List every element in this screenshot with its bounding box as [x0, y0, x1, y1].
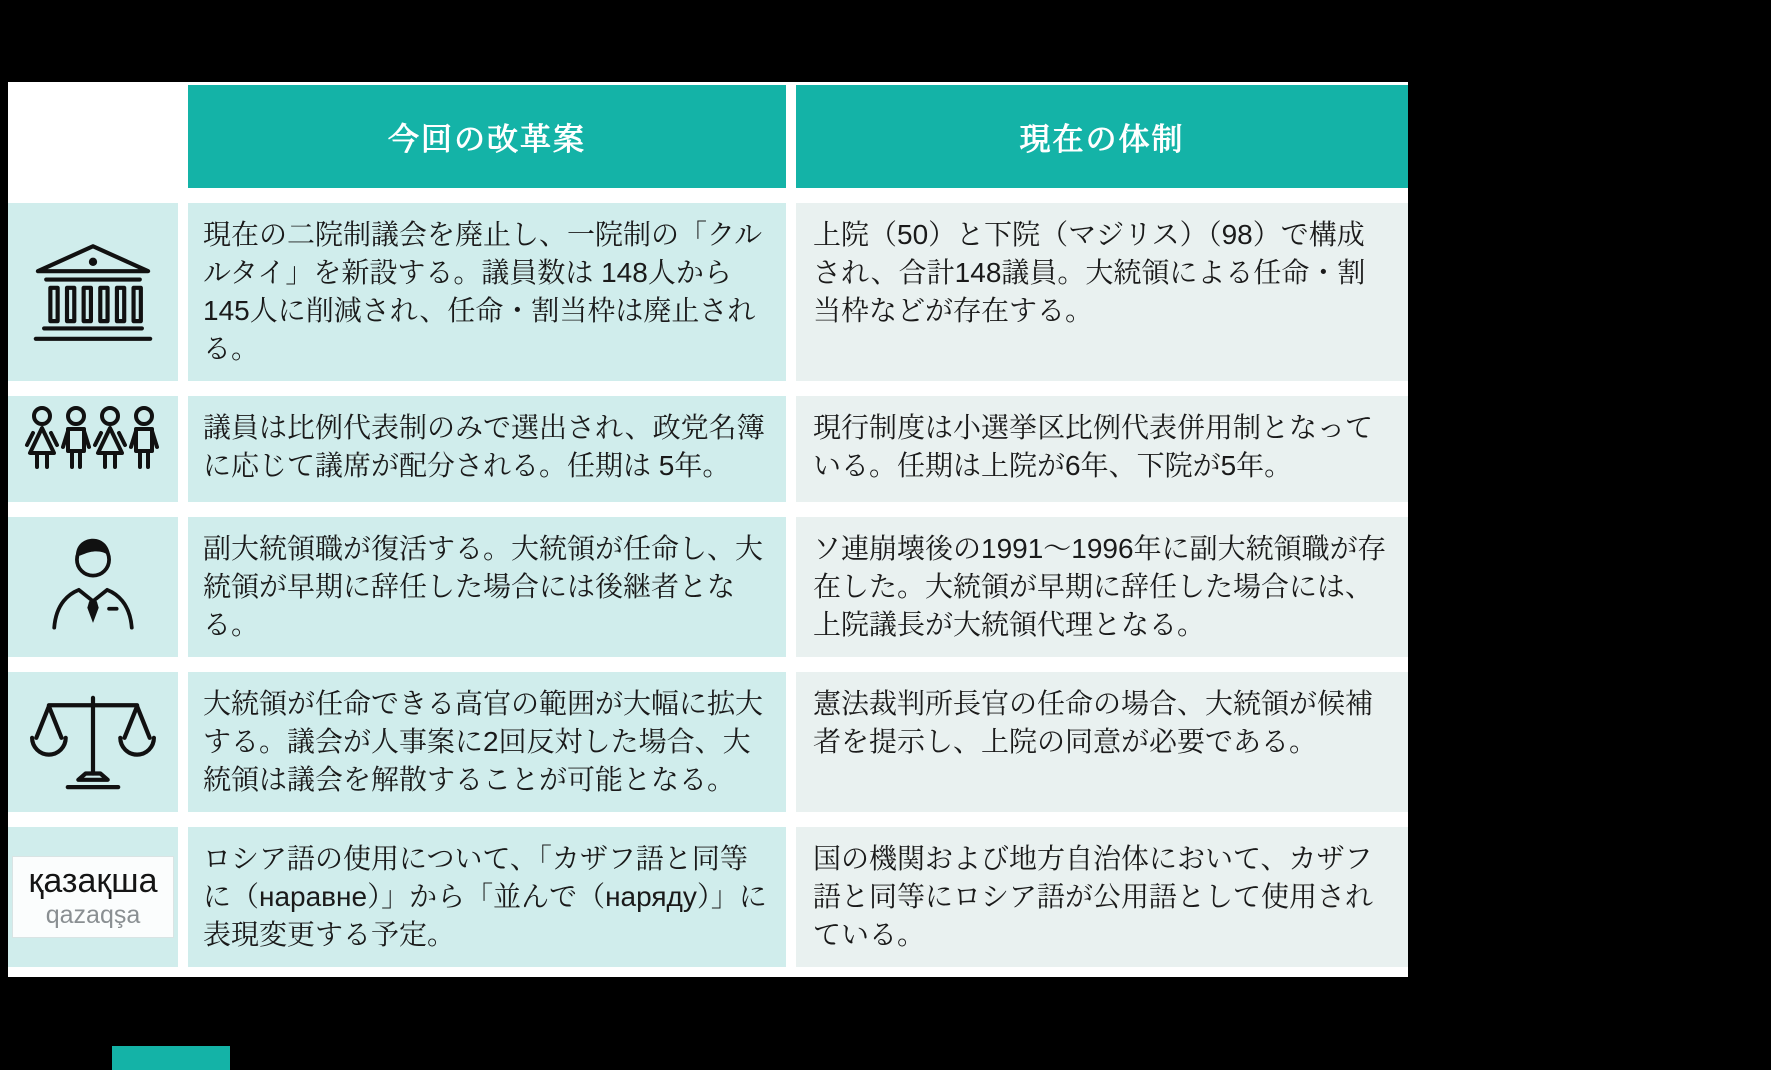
table-row-language: [8, 827, 1408, 967]
reform-text-vice-president: 副大統領職が復活する。大統領が任命し、大統領が早期に辞任した場合には後継者となる。: [188, 517, 786, 657]
table-row-vice-president: [8, 517, 1408, 657]
kazakh-language-box: [12, 856, 175, 938]
reform-text-parliament: 現在の二院制議会を廃止し、一院制の「クルルタイ」を新設する。議員数は 148人から145人に削減され、任命・割当枠は廃止される。: [188, 203, 786, 381]
kazakh-latin-label: qazaqşa: [45, 901, 141, 929]
column-header-current: 現在の体制: [796, 85, 1408, 188]
current-text-language: 国の機関および地方自治体において、カザフ語と同等にロシア語が公用語として使用されている。: [796, 827, 1408, 967]
column-header-reform: 今回の改革案: [188, 85, 786, 188]
kazakh-language-sample: [8, 827, 178, 967]
reform-text-election: 議員は比例代表制のみで選出され、政党名簿に応じて議席が配分される。任期は 5年。: [188, 396, 786, 502]
comparison-table: [8, 82, 1408, 977]
bottom-accent-bar: [112, 1046, 230, 1070]
table-row-election: [8, 396, 1408, 502]
current-text-parliament: 上院（50）と下院（マジリス）（98）で構成され、合計148議員。大統領による任命・割当枠などが存在する。: [796, 203, 1408, 381]
header-spacer: [8, 85, 178, 188]
table-row-parliament: [8, 203, 1408, 381]
justice-scales-icon: [8, 672, 178, 812]
table-row-appointments: [8, 672, 1408, 812]
electorate-people-icon: [8, 396, 178, 502]
parliament-building-icon: [8, 203, 178, 381]
table-header-row: [8, 85, 1408, 188]
reform-text-appointments: 大統領が任命できる高官の範囲が大幅に拡大する。議会が人事案に2回反対した場合、大統領は議会を解散することが可能となる。: [188, 672, 786, 812]
current-text-election: 現行制度は小選挙区比例代表併用制となっている。任期は上院が6年、下院が5年。: [796, 396, 1408, 502]
current-text-appointments: 憲法裁判所長官の任命の場合、大統領が候補者を提示し、上院の同意が必要である。: [796, 672, 1408, 812]
current-text-vice-president: ソ連崩壊後の1991～1996年に副大統領職が存在した。大統領が早期に辞任した場合には、上院議長が大統領代理となる。: [796, 517, 1408, 657]
reform-text-language: ロシア語の使用について、「カザフ語と同等に（наравне）」から「並んで（наряду）」に表現変更する予定。: [188, 827, 786, 967]
official-person-icon: [8, 517, 178, 657]
kazakh-cyrillic-label: қазақша: [28, 862, 158, 900]
